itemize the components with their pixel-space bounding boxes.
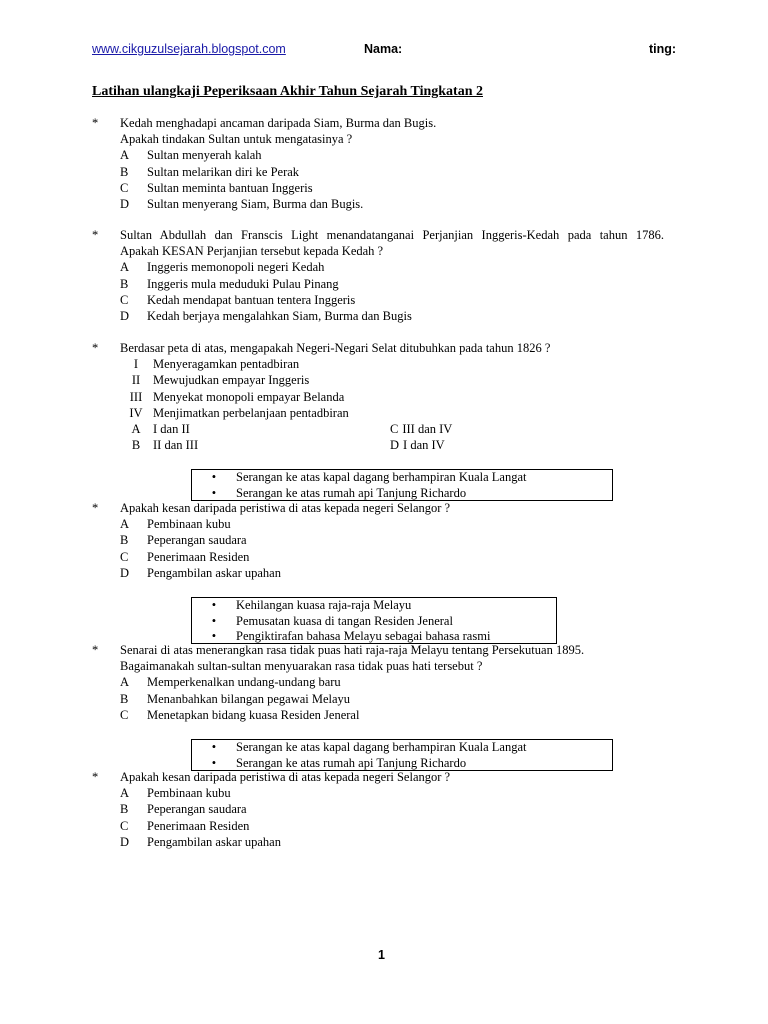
option-d: D Pengambilan askar upahan	[120, 565, 281, 580]
question-text: Kedah menghadapi ancaman daripada Siam, Burma dan Bugis.	[120, 116, 437, 130]
option-d: D Kedah berjaya mengalahkan Siam, Burma dan Bugis	[120, 309, 412, 324]
question-marker: *	[92, 770, 99, 784]
question-marker: *	[92, 228, 99, 242]
option-c: C III dan IV	[390, 422, 453, 437]
option-b: B Menanbahkan bilangan pegawai Melayu	[120, 691, 351, 706]
question-4	[92, 500, 664, 581]
question-text: Sultan Abdullah dan Franscis Light menandatanganai Perjanjian Inggeris-Kedah pada tahun 1786.	[120, 228, 664, 242]
grievance-box	[191, 597, 557, 644]
statement-iii: III Menyekat monopoli empayar Belanda	[129, 389, 345, 404]
option-b: B Inggeris mula meduduki Pulau Pinang	[120, 276, 339, 291]
statement-i: I Menyeragamkan pentadbiran	[133, 357, 300, 372]
question-marker: *	[92, 116, 99, 130]
question-text: Berdasar peta di atas, mengapakah Negeri-Negari Selat ditubuhkan pada tahun 1826 ?	[120, 341, 551, 355]
option-a: A Memperkenalkan undang-undang baru	[120, 675, 341, 690]
ting-label: ting:	[649, 42, 677, 56]
question-text: Apakah KESAN Perjanjian tersebut kepada Kedah ?	[120, 244, 384, 259]
question-text: Bagaimanakah sultan-sultan menyuarakan rasa tidak puas hati tersebut ?	[120, 659, 483, 674]
option-c: C Penerimaan Residen	[120, 549, 250, 564]
event-box-1	[191, 469, 613, 501]
nama-label: Nama:	[364, 42, 403, 56]
option-b: B Sultan melarikan diri ke Perak	[120, 164, 300, 179]
bullet-icon: •	[211, 598, 217, 612]
question-marker: *	[92, 341, 99, 355]
bullet-icon: •	[211, 613, 217, 628]
question-1	[92, 115, 664, 212]
option-c: C Penerimaan Residen	[120, 818, 250, 833]
question-2	[92, 227, 664, 324]
question-text: Apakah kesan daripada peristiwa di atas kepada negeri Selangor ?	[120, 770, 451, 784]
statement-iv: IV Menjimatkan perbelanjaan pentadbiran	[129, 405, 349, 420]
option-c: C Menetapkan bidang kuasa Residen Jeneral	[120, 707, 360, 722]
question-5	[92, 642, 664, 723]
option-b: B Peperangan saudara	[120, 533, 247, 548]
grievance-item: • Kehilangan kuasa raja-raja Melayu	[192, 598, 556, 614]
statement-ii: II Mewujudkan empayar Inggeris	[131, 373, 310, 388]
bullet-icon: •	[211, 470, 217, 484]
question-marker: *	[92, 501, 99, 515]
question-marker: *	[92, 643, 99, 657]
event-item: • Serangan ke atas kapal dagang berhampiran Kuala Langat	[192, 470, 612, 486]
event-box-2	[191, 739, 613, 771]
event-item: • Serangan ke atas rumah api Tanjung Richardo	[192, 756, 612, 772]
event-item: • Serangan ke atas kapal dagang berhampiran Kuala Langat	[192, 740, 612, 756]
event-item: • Serangan ke atas rumah api Tanjung Richardo	[192, 486, 612, 502]
question-text: Senarai di atas menerangkan rasa tidak puas hati raja-raja Melayu tentang Persekutuan 1895.	[120, 643, 585, 657]
option-d: D Sultan menyerang Siam, Burma dan Bugis.	[120, 197, 364, 212]
option-d: D I dan IV	[390, 438, 445, 453]
option-a: A Inggeris memonopoli negeri Kedah	[120, 260, 325, 275]
page-number: 1	[378, 948, 385, 962]
option-a: A Pembinaan kubu	[120, 786, 231, 801]
question-3	[92, 340, 664, 453]
option-b: B II dan III	[131, 438, 199, 453]
grievance-item: • Pengiktirafan bahasa Melayu sebagai bahasa rasmi	[192, 629, 556, 645]
question-6	[92, 769, 664, 850]
bullet-icon: •	[211, 629, 217, 643]
option-c: C Sultan meminta bantuan Inggeris	[120, 180, 313, 195]
question-text: Apakah kesan daripada peristiwa di atas kepada negeri Selangor ?	[120, 501, 451, 515]
bullet-icon: •	[211, 755, 217, 770]
bullet-icon: •	[211, 740, 217, 754]
option-a: A Sultan menyerah kalah	[120, 148, 262, 163]
option-c: C Kedah mendapat bantuan tentera Inggeris	[120, 292, 356, 307]
option-d: D Pengambilan askar upahan	[120, 834, 281, 849]
grievance-item: • Pemusatan kuasa di tangan Residen Jeneral	[192, 614, 556, 630]
question-text: Apakah tindakan Sultan untuk mengatasinya ?	[120, 132, 353, 147]
option-b: B Peperangan saudara	[120, 802, 247, 817]
option-a: A I dan II	[131, 422, 190, 437]
website-link[interactable]: www.cikguzulsejarah.blogspot.com	[92, 42, 286, 56]
option-a: A Pembinaan kubu	[120, 517, 231, 532]
bullet-icon: •	[211, 485, 217, 500]
page-title: Latihan ulangkaji Peperiksaan Akhir Tahun Sejarah Tingkatan 2	[92, 84, 483, 99]
